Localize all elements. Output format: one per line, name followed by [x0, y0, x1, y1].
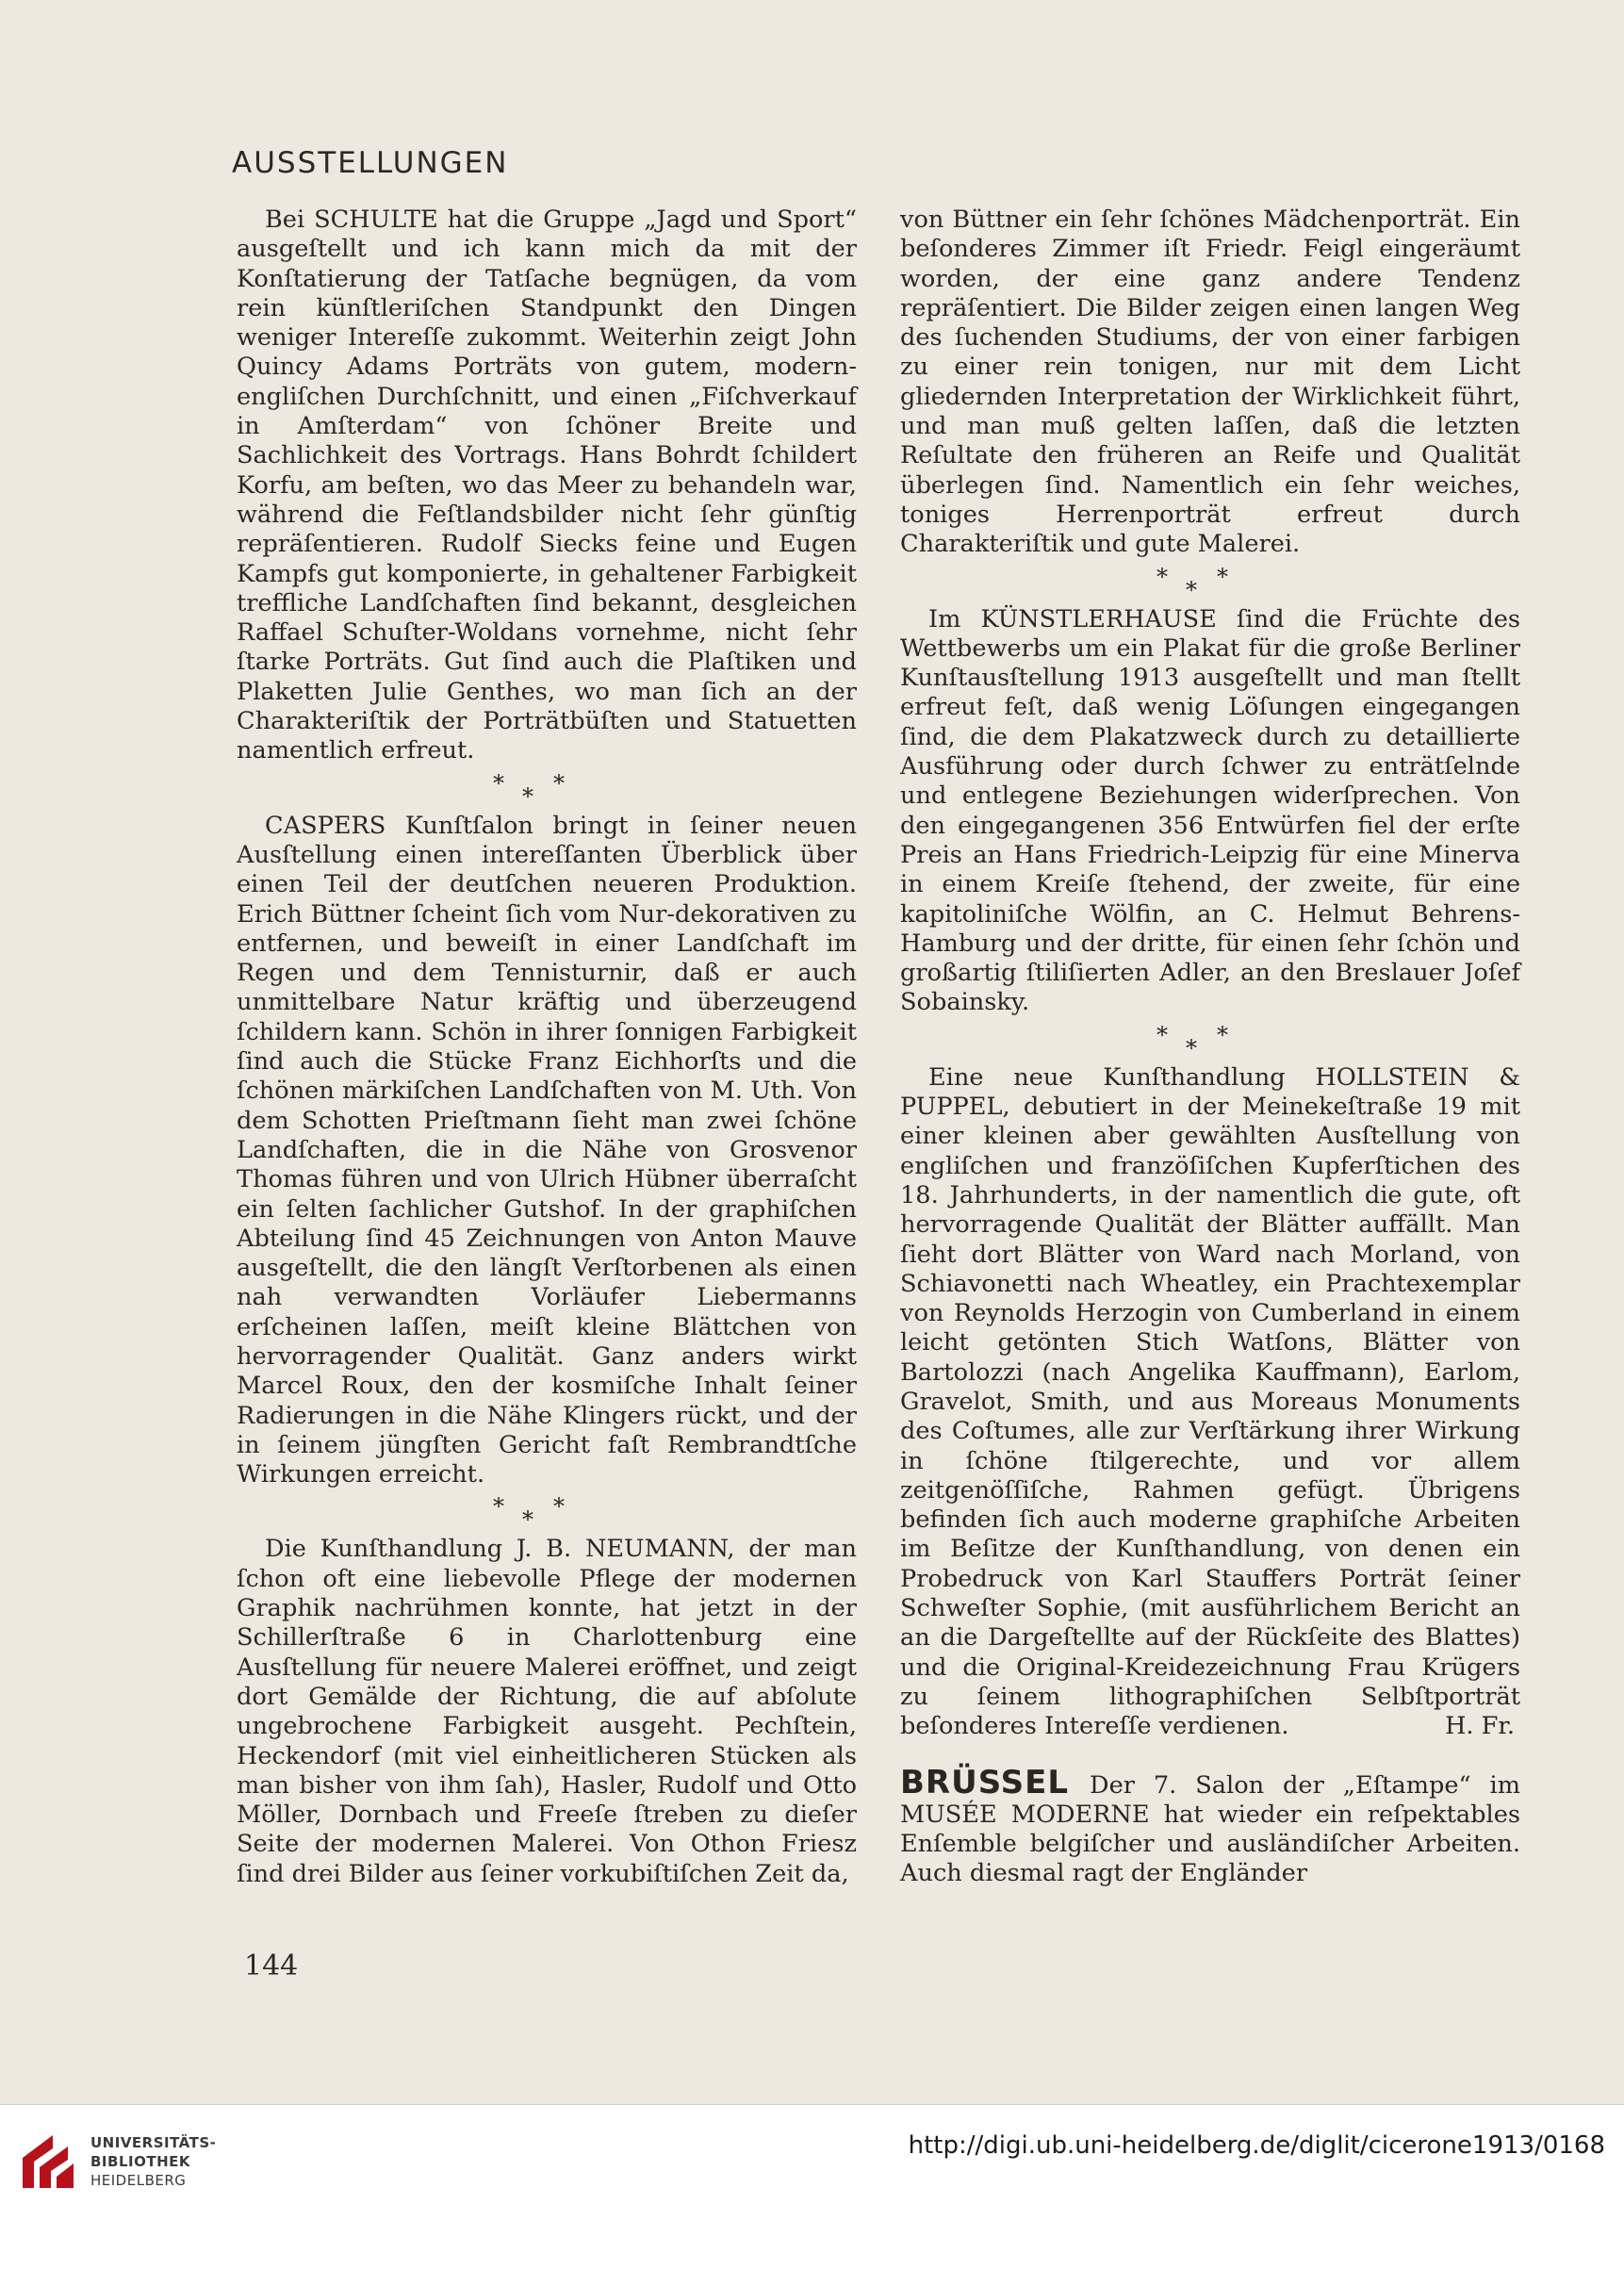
- section-separator: * * *: [1156, 563, 1228, 603]
- left-column: [237, 206, 857, 1889]
- section-separator: * * *: [493, 769, 565, 810]
- library-logo-text: UNIVERSITÄTS- BIBLIOTHEK HEIDELBERG: [90, 2134, 217, 2189]
- source-url[interactable]: http://digi.ub.uni-heidelberg.de/diglit/cicerone1913/0168: [908, 2131, 1605, 2160]
- section-separator: * * *: [1156, 1021, 1228, 1061]
- paragraph-neumann: Die Kunſthandlung J. B. NEUMANN, der man ſchon oft eine liebevolle Pflege der modernen Graphik nachrühmen konnte, hat jetzt in der Schillerſtraße 6 in Charlottenburg eine Ausſtellung für neuere Malerei eröffnet, und zeigt dort Gemälde der Richtung, die auf abſolute ungebrochene Farbigkeit ausgeht. Pechſtein, Heckendorf (mit viel einheitlicheren Stücken als man bisher von ihm ſah), Hasler, Rudolf und Otto Möller, Dornbach und Freeſe ſtreben zu dieſer Seite der modernen Malerei. Von Othon Friesz ſind drei Bilder aus ſeiner vorkubiſtiſchen Zeit da,: [237, 1535, 857, 1888]
- right-column: [900, 206, 1520, 1889]
- footer-bar: [0, 2104, 1624, 2270]
- paragraph-neumann-continued: von Büttner ein ſehr ſchönes Mädchenporträt. Ein beſonderes Zimmer iſt Friedr. Feigl eingeräumt worden, der eine ganz andere Tendenz repräſentiert. Die Bilder zeigen einen langen Weg des ſuchenden Studiums, der von einer farbigen zu einer rein tonigen, nur mit dem Licht gliedernden Interpretation der Wirklichkeit führt, und man muß gelten laſſen, daß die letzten Reſultate den früheren an Reife und Qualität überlegen ſind. Namentlich ein ſehr weiches, toniges Herrenporträt erfreut durch Charakteriſtik und gute Malerei.: [900, 206, 1520, 559]
- paragraph-bruessel: BRÜSSEL Der 7. Salon der „Eſtampe“ im MUSÉE MODERNE hat wieder ein reſpektables Enſemble belgiſcher und ausländiſcher Arbeiten. Auch diesmal ragt der Engländer: [900, 1763, 1520, 1888]
- city-heading: BRÜSSEL: [900, 1763, 1070, 1801]
- section-separator: * * *: [493, 1493, 565, 1534]
- page-number: 144: [244, 1949, 299, 1982]
- library-logo-icon: [15, 2130, 81, 2196]
- paragraph-kuenstlerhaus: Im KÜNSTLERHAUSE ſind die Früchte des Wettbewerbs um ein Plakat für die große Berliner Kunſtausſtellung 1913 ausgeſtellt und man ſtellt erfreut feſt, daß wenig Löſungen eingegangen ſind, die dem Plakatzweck durch zu detaillierte Ausführung oder durch ſchwer zu enträtſelnde und entlegene Beziehungen widerſprechen. Von den eingegangenen 356 Entwürfen fiel der erſte Preis an Hans Friedrich-Leipzig für eine Minerva in einem Kreiſe ſtehend, der zweite, für eine kapitoliniſche Wölfin, an C. Helmut Behrens-Hamburg und der dritte, für einen ſehr ſchön und großartig ſtiliſierten Adler, an den Breslauer Joſef Sobainsky.: [900, 604, 1520, 1017]
- author-signature: H. Fr.: [1445, 1712, 1515, 1741]
- paragraph-hollstein-puppel: Eine neue Kunſthandlung HOLLSTEIN & PUPPEL, debutiert in der Meinekeſtraße 19 mit einer kleinen aber gewählten Ausſtellung von engliſchen und franzöſiſchen Kupferſtichen des 18. Jahrhunderts, in der namentlich die gute, oft hervorragende Qualität der Blätter auffällt. Man ſieht dort Blätter von Ward nach Morland, von Schiavonetti nach Wheatley, ein Prachtexemplar von Reynolds Herzogin von Cumberland in einem leicht getönten Stich Watſons, Blätter von Bartolozzi (nach Angelika Kauffmann), Earlom, Gravelot, Smith, und aus Moreaus Monuments des Coſtumes, alle zur Verſtärkung ihrer Wirkung in ſchöne ſtilgerechte, und vor allem zeitgenöſſiſche, Rahmen gefügt. Übrigens befinden ſich auch moderne graphiſche Arbeiten im Beſitze der Kunſthandlung, von denen ein Probedruck von Karl Stauffers Porträt ſeiner Schweſter Sophie, (mit ausführlichem Bericht an an die Dargeſtellte auf der Rückſeite des Blattes) und die Original-Kreidezeichnung Frau Krügers zu ſeinem lithographiſchen Selbſtporträt beſonderes Intereſſe verdienen. H. Fr.: [900, 1062, 1520, 1741]
- paragraph-schulte: Bei SCHULTE hat die Gruppe „Jagd und Sport“ ausgeſtellt und ich kann mich da mit der Konſtatierung der Tatſache begnügen, da vom rein künſtleriſchen Standpunkt den Dingen weniger Intereſſe zukommt. Weiterhin zeigt John Quincy Adams Porträts von gutem, modern-engliſchen Durchſchnitt, und einen „Fiſchverkauf in Amſterdam“ von ſchöner Breite und Sachlichkeit des Vortrags. Hans Bohrdt ſchildert Korfu, am beſten, wo das Meer zu behandeln war, während die Feſtlandsbilder nicht ſehr günſtig repräſentieren. Rudolf Siecks feine und Eugen Kampfs gut komponierte, in gehaltener Farbigkeit treffliche Landſchaften ſind bekannt, desgleichen Raffael Schuſter-Woldans vornehme, nicht ſehr ſtarke Porträts. Gut ſind auch die Plaſtiken und Plaketten Julie Genthes, wo man ſich an der Charakteriſtik der Porträtbüſten und Statuetten namentlich erfreut.: [237, 206, 857, 765]
- section-title: AUSSTELLUNGEN: [232, 146, 509, 180]
- paragraph-caspers: CASPERS Kunſtſalon bringt in ſeiner neuen Ausſtellung einen intereſſanten Überblick über einen Teil der deutſchen neueren Produktion. Erich Büttner ſcheint ſich vom Nur-dekorativen zu entfernen, und beweiſt in einer Landſchaft im Regen und dem Tennisturnir, daß er auch unmittelbare Natur kräftig und überzeugend ſchildern kann. Schön in ihrer ſonnigen Farbigkeit ſind auch die Stücke Franz Eichhorſts und die ſchönen märkiſchen Landſchaften von M. Uth. Von dem Schotten Prieſtmann ſieht man zwei ſchöne Landſchaften, die in die Nähe von Grosvenor Thomas führen und von Ulrich Hübner überraſcht ein ſelten ſachlicher Gutshof. In der graphiſchen Abteilung ſind 45 Zeichnungen von Anton Mauve ausgeſtellt, die den längſt Verſtorbenen als einen nah verwandten Vorläufer Liebermanns erſcheinen laſſen, meiſt kleine Blättchen von hervorragender Qualität. Ganz anders wirkt Marcel Roux, den der kosmiſche Inhalt ſeiner Radierungen in die Nähe Klingers rückt, und der in ſeinem jüngſten Gericht faſt Rembrandtſche Wirkungen erreicht.: [237, 811, 857, 1489]
